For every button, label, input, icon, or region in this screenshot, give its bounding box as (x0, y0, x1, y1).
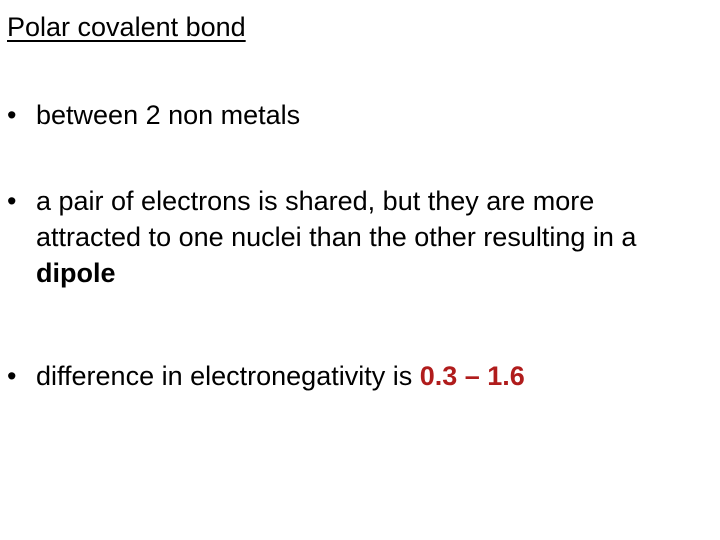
bullet-text (36, 183, 697, 291)
bullet-item (7, 358, 697, 394)
bullet-text (36, 358, 697, 394)
bullet-icon: • (7, 100, 17, 130)
bullet-text-plain: a pair of electrons is shared, but they are more attracted to one nuclei than the other resulting in a (36, 186, 637, 252)
bullet-text: between 2 non metals (36, 100, 301, 130)
bullet-item (7, 97, 697, 133)
dipole-emphasis: dipole (36, 258, 116, 288)
electronegativity-range: 0.3 – 1.6 (419, 361, 525, 391)
slide-title: Polar covalent bond (7, 12, 246, 42)
bullet-text-plain: difference in electronegativity is (36, 361, 420, 391)
bullet-icon: • (7, 361, 17, 391)
bullet-item (7, 183, 697, 291)
bullet-icon: • (7, 186, 17, 216)
